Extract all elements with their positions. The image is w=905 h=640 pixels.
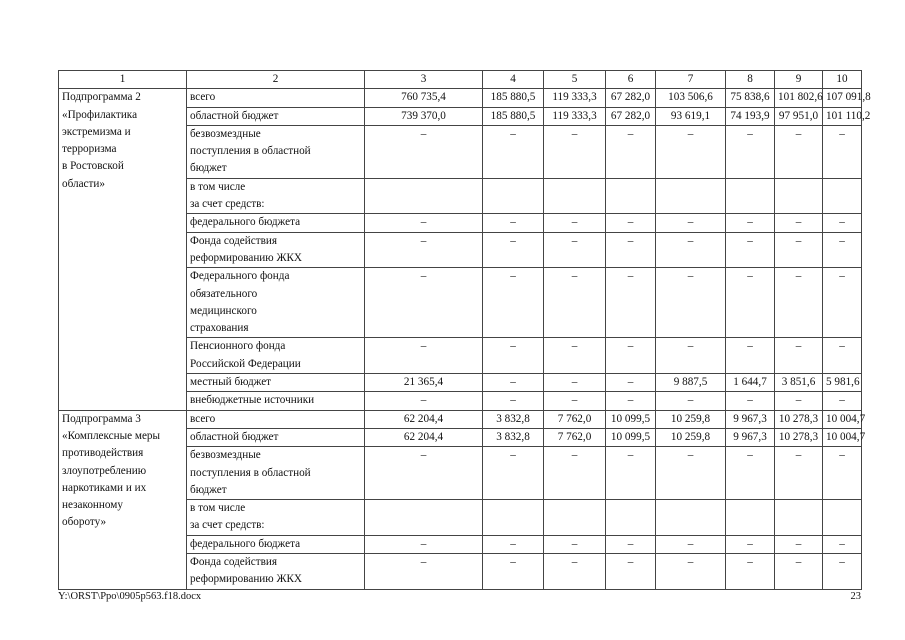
funding-source-line: федерального бюджета <box>190 537 301 550</box>
value-cell: – <box>656 125 726 178</box>
value-cell: 10 004,7 <box>823 410 862 428</box>
value-cell: 9 967,3 <box>726 410 775 428</box>
value-cell: – <box>544 214 606 232</box>
funding-source-cell <box>187 392 365 410</box>
value-cell: 185 880,5 <box>483 89 544 107</box>
header-cell: 10 <box>823 71 862 89</box>
value-cell: 3 851,6 <box>775 374 823 392</box>
funding-source-line: Федерального фонда <box>190 270 290 283</box>
value-cell: 74 193,9 <box>726 107 775 125</box>
funding-source-cell <box>187 535 365 553</box>
value-cell: 10 278,3 <box>775 410 823 428</box>
value-cell <box>365 500 483 536</box>
value-cell: 5 981,6 <box>823 374 862 392</box>
funding-source-line: Фонда содействия <box>190 234 278 247</box>
program-name-line: наркотиками и их <box>62 481 147 494</box>
value-cell: – <box>365 554 483 590</box>
program-name-line: Подпрограмма 2 <box>62 91 141 104</box>
value-cell <box>656 500 726 536</box>
funding-source-cell <box>187 232 365 268</box>
value-cell: – <box>544 554 606 590</box>
funding-source-line: за счет средств: <box>190 198 265 211</box>
value-cell: – <box>365 338 483 374</box>
value-cell: – <box>606 535 656 553</box>
value-cell: – <box>606 268 656 338</box>
value-cell: – <box>775 392 823 410</box>
value-cell: – <box>365 214 483 232</box>
value-cell: – <box>544 338 606 374</box>
value-cell: – <box>544 392 606 410</box>
value-cell: – <box>656 535 726 553</box>
funding-source-line: всего <box>190 91 216 104</box>
header-cell: 4 <box>483 71 544 89</box>
value-cell: – <box>656 214 726 232</box>
value-cell: – <box>365 535 483 553</box>
funding-source-line: бюджет <box>190 162 227 175</box>
funding-source-line: страхования <box>190 322 249 335</box>
value-cell: – <box>365 447 483 500</box>
value-cell: – <box>656 447 726 500</box>
funding-source-cell <box>187 374 365 392</box>
funding-source-cell <box>187 107 365 125</box>
value-cell: – <box>365 125 483 178</box>
value-cell: 10 278,3 <box>775 428 823 446</box>
value-cell: – <box>365 268 483 338</box>
value-cell: – <box>823 232 862 268</box>
value-cell: – <box>656 392 726 410</box>
value-cell: – <box>606 392 656 410</box>
value-cell: – <box>483 554 544 590</box>
value-cell: – <box>656 554 726 590</box>
value-cell: – <box>606 214 656 232</box>
footer-file-path: Y:\ORST\Ppo\0905p563.f18.docx <box>58 591 202 602</box>
funding-source-line: в том числе <box>190 502 246 515</box>
value-cell: – <box>823 554 862 590</box>
header-cell: 8 <box>726 71 775 89</box>
program-name-line: «Комплексные меры <box>62 429 161 442</box>
funding-source-cell <box>187 500 365 536</box>
value-cell: – <box>823 214 862 232</box>
funding-source-cell <box>187 410 365 428</box>
header-cell: 2 <box>187 71 365 89</box>
value-cell <box>544 500 606 536</box>
value-cell: – <box>483 338 544 374</box>
value-cell: 10 004,7 <box>823 428 862 446</box>
value-cell: – <box>483 535 544 553</box>
value-cell: – <box>726 338 775 374</box>
value-cell: – <box>365 392 483 410</box>
value-cell: 107 091,8 <box>823 89 862 107</box>
value-cell <box>483 178 544 214</box>
header-cell: 5 <box>544 71 606 89</box>
value-cell: – <box>656 268 726 338</box>
value-cell: – <box>544 268 606 338</box>
value-cell: – <box>726 447 775 500</box>
value-cell <box>606 178 656 214</box>
value-cell: 9 887,5 <box>656 374 726 392</box>
funding-source-line: реформированию ЖКХ <box>190 573 303 586</box>
value-cell <box>365 178 483 214</box>
value-cell: – <box>775 554 823 590</box>
value-cell: – <box>606 232 656 268</box>
value-cell: – <box>544 447 606 500</box>
value-cell: 10 099,5 <box>606 428 656 446</box>
funding-source-line: внебюджетные источники <box>190 394 315 407</box>
value-cell: – <box>656 232 726 268</box>
value-cell: – <box>544 535 606 553</box>
funding-source-line: местный бюджет <box>190 376 272 389</box>
funding-source-cell <box>187 447 365 500</box>
funding-source-line: областной бюджет <box>190 430 279 443</box>
funding-source-line: всего <box>190 412 216 425</box>
value-cell: – <box>726 232 775 268</box>
value-cell: 10 259,8 <box>656 428 726 446</box>
value-cell: – <box>483 232 544 268</box>
value-cell: 119 333,3 <box>544 89 606 107</box>
value-cell: 103 506,6 <box>656 89 726 107</box>
value-cell: – <box>726 392 775 410</box>
program-name-line: терроризма <box>62 143 117 156</box>
value-cell: – <box>775 232 823 268</box>
value-cell: 67 282,0 <box>606 107 656 125</box>
funding-source-line: Пенсионного фонда <box>190 340 286 353</box>
value-cell: 119 333,3 <box>544 107 606 125</box>
value-cell: – <box>483 392 544 410</box>
value-cell: – <box>606 554 656 590</box>
header-row <box>59 71 862 89</box>
value-cell: – <box>823 125 862 178</box>
table-row <box>59 410 862 428</box>
value-cell: 67 282,0 <box>606 89 656 107</box>
value-cell <box>823 178 862 214</box>
value-cell: – <box>775 535 823 553</box>
value-cell: 10 099,5 <box>606 410 656 428</box>
value-cell: 7 762,0 <box>544 410 606 428</box>
value-cell <box>606 500 656 536</box>
value-cell: 760 735,4 <box>365 89 483 107</box>
funding-source-line: реформированию ЖКХ <box>190 251 303 264</box>
value-cell: – <box>823 392 862 410</box>
funding-source-line: безвозмездные <box>190 449 261 462</box>
value-cell: – <box>726 125 775 178</box>
program-name-line: противодействия <box>62 447 144 460</box>
value-cell: – <box>726 554 775 590</box>
footer-page-number: 23 <box>850 591 861 602</box>
value-cell: – <box>775 447 823 500</box>
value-cell: 1 644,7 <box>726 374 775 392</box>
value-cell <box>726 500 775 536</box>
value-cell: – <box>483 374 544 392</box>
value-cell: – <box>606 338 656 374</box>
header-cell: 3 <box>365 71 483 89</box>
funding-source-line: в том числе <box>190 180 246 193</box>
value-cell: – <box>775 268 823 338</box>
value-cell: – <box>483 447 544 500</box>
value-cell: – <box>775 214 823 232</box>
value-cell: – <box>823 535 862 553</box>
value-cell: – <box>606 447 656 500</box>
value-cell <box>483 500 544 536</box>
value-cell: 10 259,8 <box>656 410 726 428</box>
value-cell <box>775 178 823 214</box>
funding-source-line: медицинского <box>190 304 257 317</box>
funding-source-line: Фонда содействия <box>190 556 278 569</box>
value-cell <box>823 500 862 536</box>
value-cell: 97 951,0 <box>775 107 823 125</box>
funding-source-line: бюджет <box>190 483 227 496</box>
value-cell: – <box>544 232 606 268</box>
header-cell: 1 <box>59 71 187 89</box>
value-cell: – <box>606 125 656 178</box>
header-cell: 7 <box>656 71 726 89</box>
budget-table <box>58 70 871 590</box>
funding-source-line: федерального бюджета <box>190 216 301 229</box>
value-cell: 9 967,3 <box>726 428 775 446</box>
program-name-line: обороту» <box>62 516 107 529</box>
value-cell: – <box>823 338 862 374</box>
value-cell: – <box>483 268 544 338</box>
program-name-line: «Профилактика <box>62 108 138 121</box>
value-cell: – <box>365 232 483 268</box>
value-cell: – <box>775 338 823 374</box>
value-cell: 7 762,0 <box>544 428 606 446</box>
value-cell <box>544 178 606 214</box>
value-cell <box>726 178 775 214</box>
funding-source-cell <box>187 125 365 178</box>
funding-source-cell <box>187 554 365 590</box>
value-cell: – <box>606 374 656 392</box>
value-cell: 93 619,1 <box>656 107 726 125</box>
program-name-line: Подпрограмма 3 <box>62 412 141 425</box>
value-cell: – <box>823 268 862 338</box>
funding-source-line: Российской Федерации <box>190 357 301 370</box>
value-cell: – <box>483 214 544 232</box>
table-row <box>59 89 862 107</box>
program-name-line: злоупотреблению <box>62 464 147 477</box>
funding-source-line: обязательного <box>190 287 258 300</box>
value-cell: 101 802,6 <box>775 89 823 107</box>
program-name-cell <box>59 410 187 589</box>
funding-source-line: областной бюджет <box>190 109 279 122</box>
funding-source-cell <box>187 89 365 107</box>
value-cell: 21 365,4 <box>365 374 483 392</box>
value-cell: 62 204,4 <box>365 410 483 428</box>
funding-source-cell <box>187 428 365 446</box>
program-name-line: незаконному <box>62 499 123 512</box>
program-name-cell <box>59 89 187 410</box>
value-cell: 185 880,5 <box>483 107 544 125</box>
value-cell: – <box>726 214 775 232</box>
value-cell <box>775 500 823 536</box>
value-cell: 75 838,6 <box>726 89 775 107</box>
value-cell: – <box>726 535 775 553</box>
header-cell: 9 <box>775 71 823 89</box>
value-cell: 3 832,8 <box>483 428 544 446</box>
value-cell: 101 110,2 <box>823 107 862 125</box>
program-name-line: экстремизма и <box>62 125 131 138</box>
funding-source-cell <box>187 178 365 214</box>
value-cell: – <box>775 125 823 178</box>
funding-source-line: поступления в областной <box>190 466 311 479</box>
header-cell: 6 <box>606 71 656 89</box>
value-cell: – <box>483 125 544 178</box>
funding-source-line: за счет средств: <box>190 519 265 532</box>
program-name-line: в Ростовской <box>62 160 124 173</box>
value-cell: 3 832,8 <box>483 410 544 428</box>
value-cell <box>656 178 726 214</box>
program-name-line: области» <box>62 177 105 190</box>
value-cell: 62 204,4 <box>365 428 483 446</box>
funding-source-cell <box>187 214 365 232</box>
funding-source-line: поступления в областной <box>190 145 311 158</box>
funding-source-cell <box>187 338 365 374</box>
funding-source-cell <box>187 268 365 338</box>
value-cell: – <box>544 125 606 178</box>
value-cell: 739 370,0 <box>365 107 483 125</box>
value-cell: – <box>726 268 775 338</box>
value-cell: – <box>544 374 606 392</box>
value-cell: – <box>823 447 862 500</box>
funding-source-line: безвозмездные <box>190 127 261 140</box>
value-cell: – <box>656 338 726 374</box>
